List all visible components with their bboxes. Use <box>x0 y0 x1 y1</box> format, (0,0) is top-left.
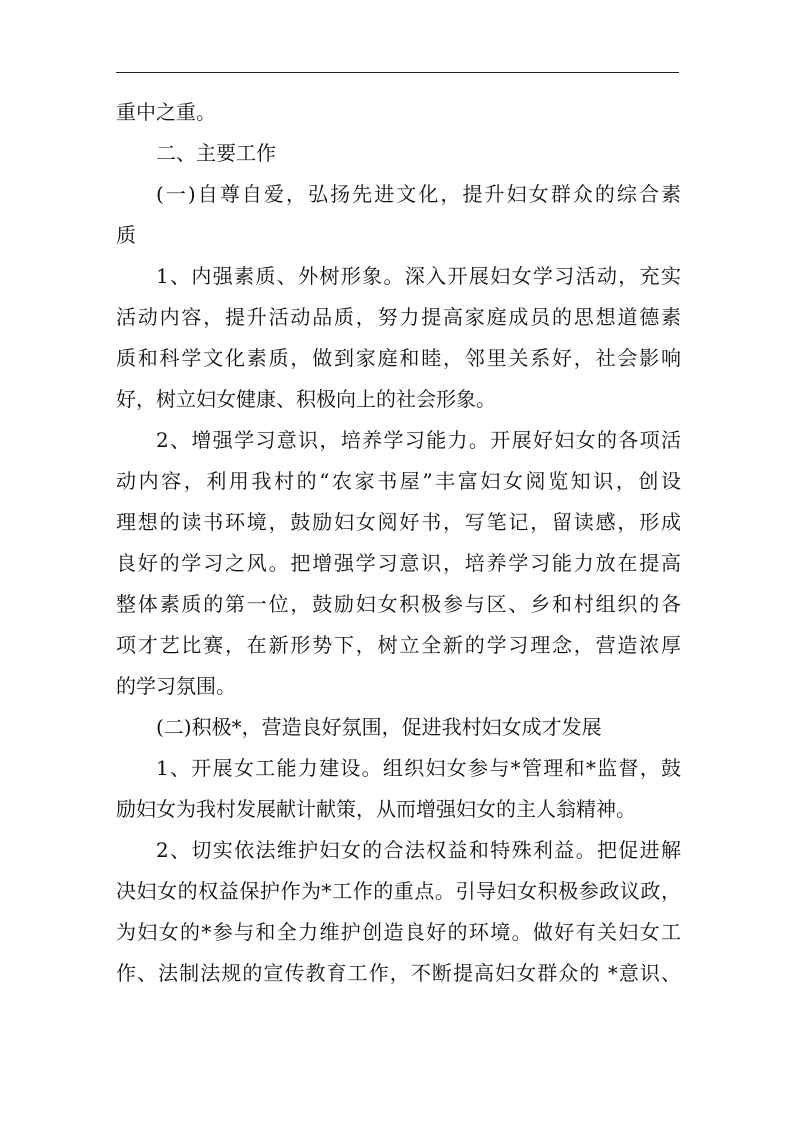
subsection-heading: (一)自尊自爱，弘扬先进文化，提升妇女群众的综合素 <box>156 182 681 206</box>
paragraph-line: 2、切实依法维护妇女的合法权益和特殊利益。把促进解 <box>156 838 681 862</box>
paragraph-line: 理想的读书环境，鼓励妇女阅好书，写笔记，留读感，形成 <box>116 510 681 534</box>
paragraph-line: 质和科学文化素质，做到家庭和睦，邻里关系好，社会影响 <box>116 346 681 370</box>
paragraph-line: 整体素质的第一位，鼓励妇女积极参与区、乡和村组织的各 <box>116 592 681 616</box>
text-line: 重中之重。 <box>116 100 216 124</box>
section-heading: 二、主要工作 <box>156 141 276 165</box>
paragraph-line: 决妇女的权益保护作为*工作的重点。引导妇女积极参政议政， <box>116 879 681 903</box>
paragraph-line: 动内容，利用我村的“农家书屋”丰富妇女阅览知识，创设 <box>116 469 681 493</box>
paragraph-line: 活动内容，提升活动品质，努力提高家庭成员的思想道德素 <box>116 305 681 329</box>
paragraph-line: 好，树立妇女健康、积极向上的社会形象。 <box>116 387 496 411</box>
paragraph-line: 作、法制法规的宣传教育工作，不断提高妇女群众的 *意识、 <box>116 961 681 985</box>
paragraph-line: 项才艺比赛，在新形势下，树立全新的学习理念，营造浓厚 <box>116 633 681 657</box>
paragraph-line: 的学习氛围。 <box>116 674 236 698</box>
paragraph-line: 良好的学习之风。把增强学习意识，培养学习能力放在提高 <box>116 551 681 575</box>
paragraph-line: 2、增强学习意识，培养学习能力。开展好妇女的各项活 <box>156 428 681 452</box>
document-body <box>116 92 681 994</box>
paragraph-line: 励妇女为我村发展献计献策，从而增强妇女的主人翁精神。 <box>116 797 636 821</box>
paragraph-line: 1、开展女工能力建设。组织妇女参与*管理和*监督，鼓 <box>156 756 681 780</box>
header-rule <box>116 72 679 73</box>
paragraph-line: 1、内强素质、外树形象。深入开展妇女学习活动，充实 <box>156 264 681 288</box>
text-line: 质 <box>116 223 136 247</box>
paragraph-line: 为妇女的*参与和全力维护创造良好的环境。做好有关妇女工 <box>116 920 681 944</box>
subsection-heading: (二)积极*，营造良好氛围，促进我村妇女成才发展 <box>156 715 602 739</box>
